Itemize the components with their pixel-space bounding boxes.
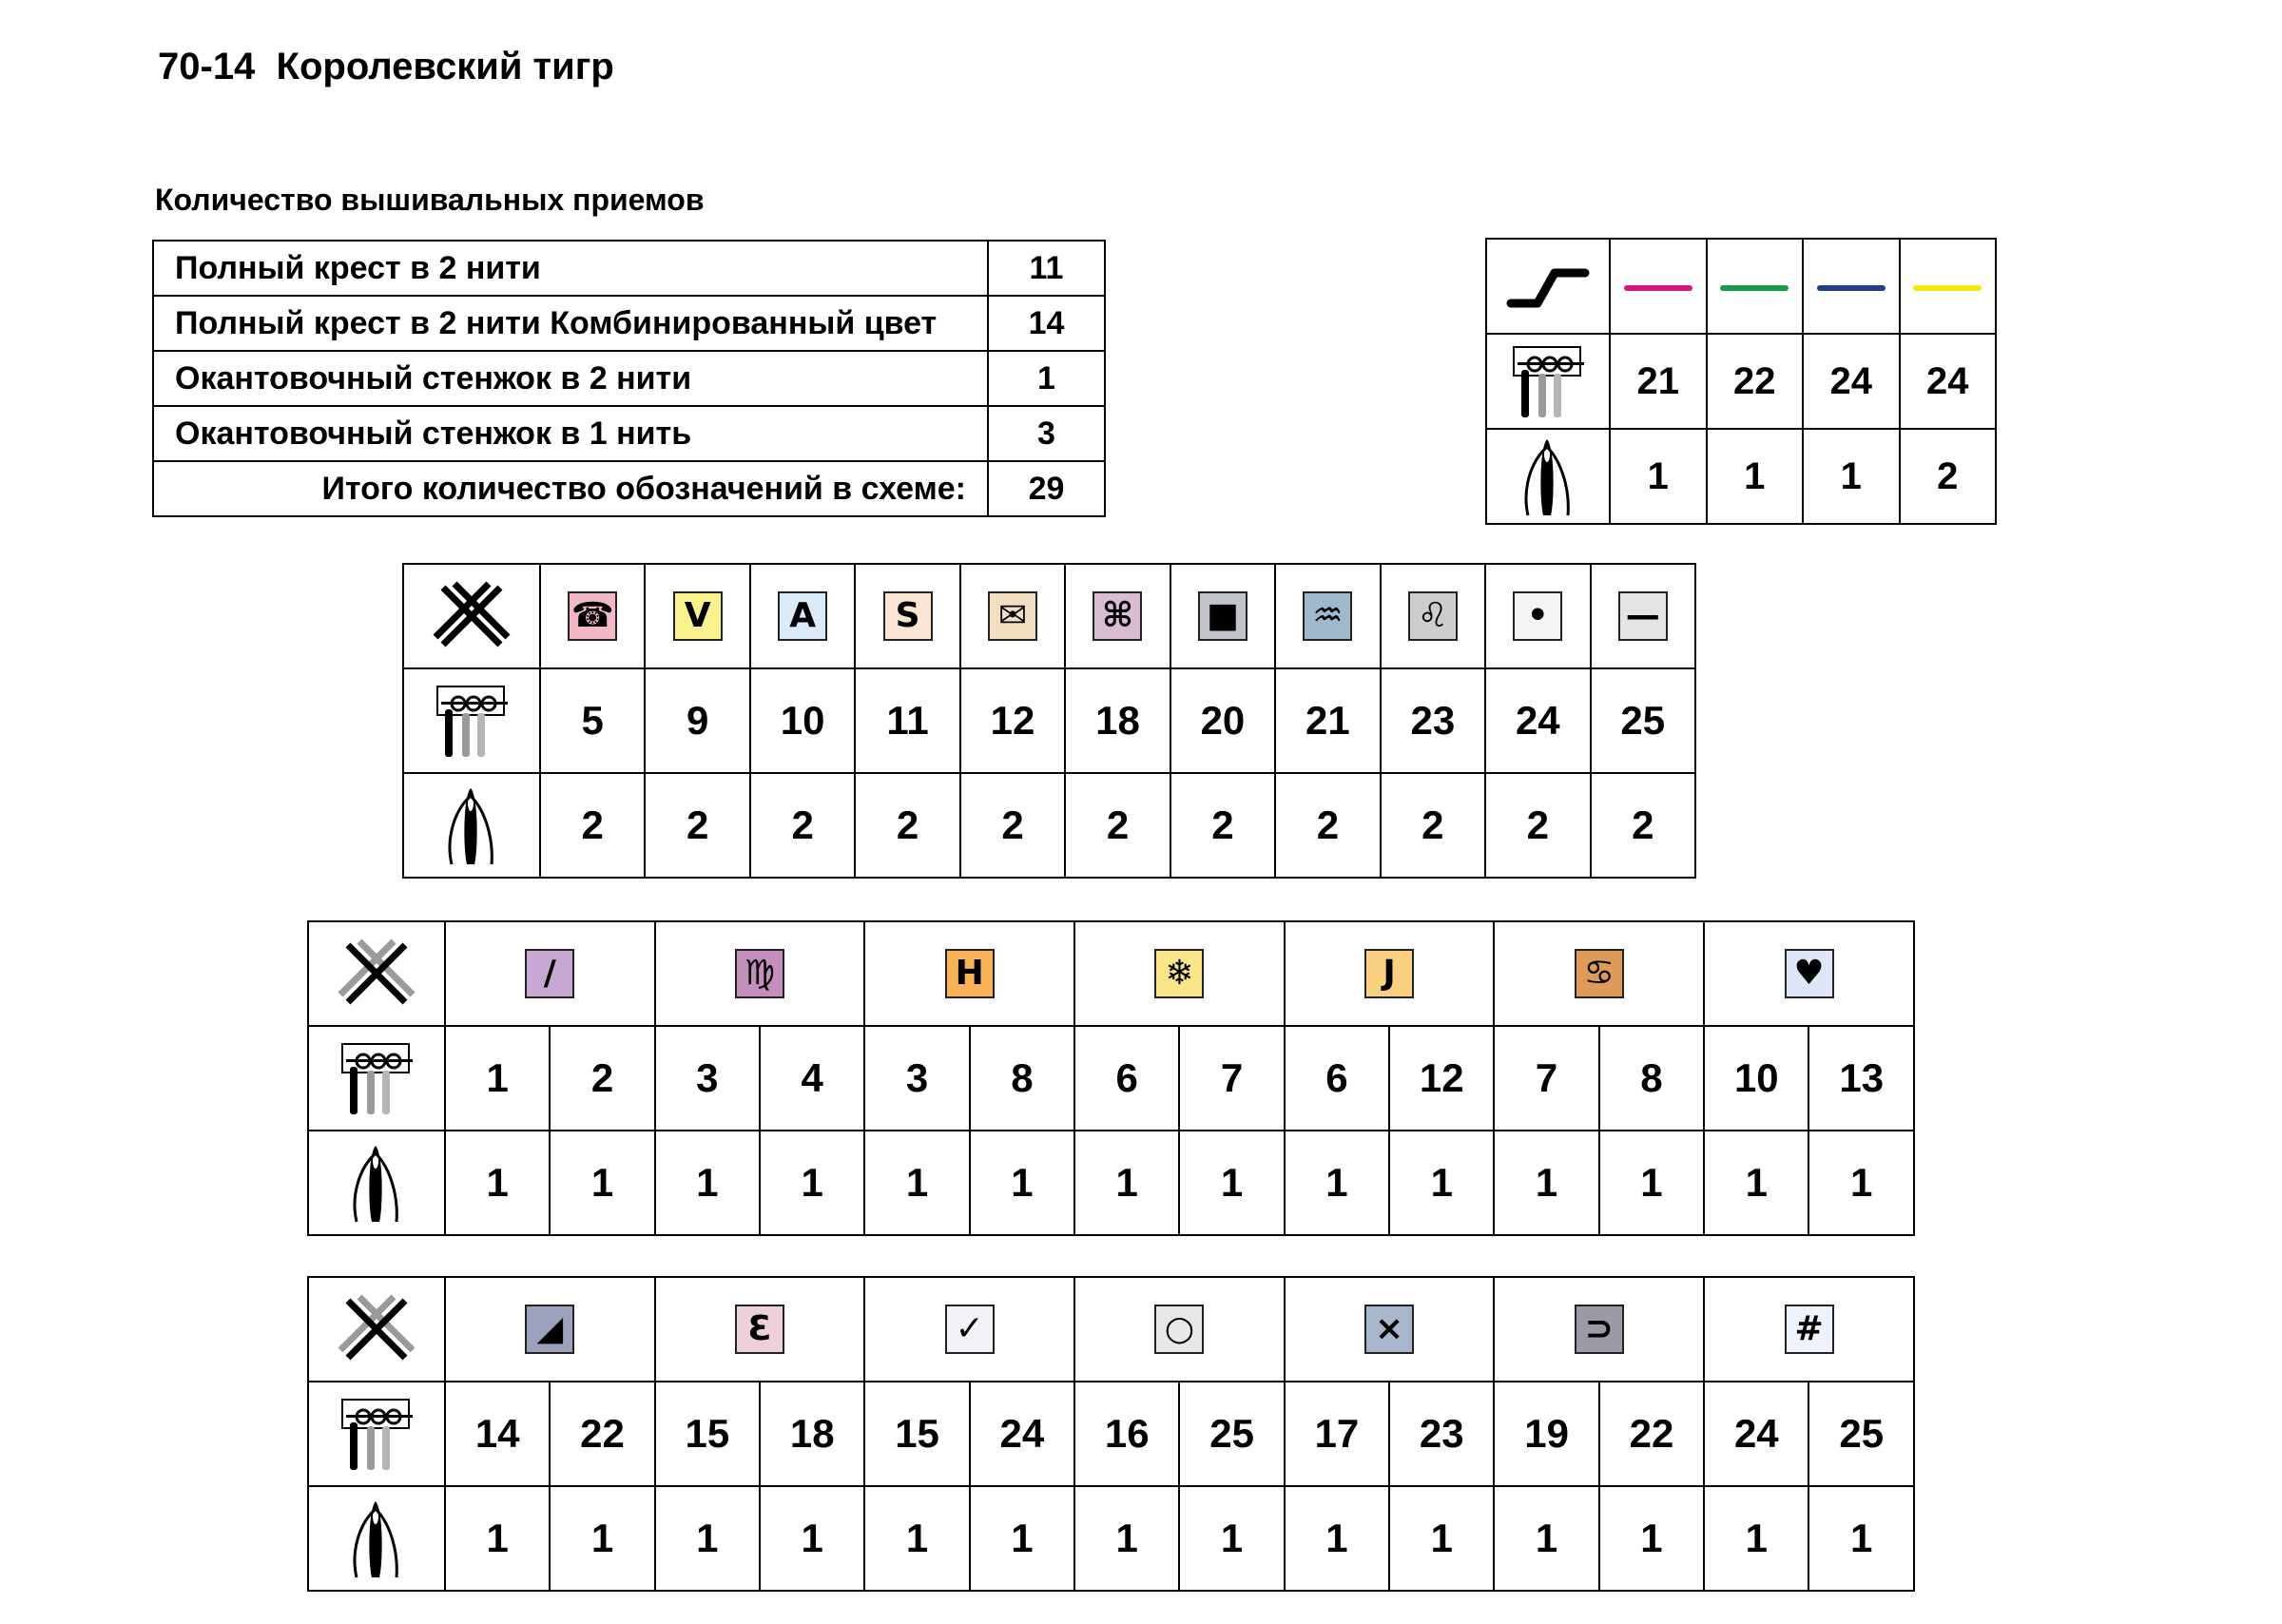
thread-number: 23 xyxy=(1381,668,1485,773)
symbol-cell xyxy=(960,564,1065,668)
stitch-symbol: J xyxy=(1364,949,1414,998)
needle-icon xyxy=(1515,434,1581,519)
symbol-cell xyxy=(1275,564,1380,668)
thread-number: 16 xyxy=(1074,1382,1179,1486)
summary-total-value: 29 xyxy=(988,461,1105,516)
combo-thread-row xyxy=(308,1382,1914,1486)
summary-row xyxy=(153,406,1105,461)
stitch-symbol: — xyxy=(1618,591,1668,641)
stitch-symbol: Ɛ xyxy=(735,1305,784,1354)
summary-value: 3 xyxy=(988,406,1105,461)
backstitch-icon xyxy=(1505,258,1591,315)
thread-number: 25 xyxy=(1808,1382,1914,1486)
stitch-symbol: ♥ xyxy=(1785,949,1834,998)
summary-total-row xyxy=(153,461,1105,516)
strand-count: 2 xyxy=(1170,773,1275,878)
strand-count: 1 xyxy=(970,1131,1074,1235)
thread-number: 18 xyxy=(1065,668,1170,773)
thread-number: 24 xyxy=(1900,334,1997,429)
stitch-symbol: ◢ xyxy=(525,1305,574,1354)
strand-count: 2 xyxy=(540,773,645,878)
backstitch-line-green xyxy=(1720,285,1789,291)
strand-count: 2 xyxy=(1065,773,1170,878)
summary-label: Полный крест в 2 нити xyxy=(153,241,988,296)
thread-number: 21 xyxy=(1610,334,1707,429)
strand-count: 1 xyxy=(970,1486,1074,1591)
stitch-symbol: ♒ xyxy=(1303,591,1352,641)
strand-count: 1 xyxy=(1599,1486,1704,1591)
combo-strands-row xyxy=(308,1486,1914,1591)
thread-number: 25 xyxy=(1179,1382,1284,1486)
thread-number: 5 xyxy=(540,668,645,773)
thread-number: 17 xyxy=(1285,1382,1389,1486)
thread-number: 24 xyxy=(970,1382,1074,1486)
strand-count: 2 xyxy=(1591,773,1695,878)
strand-count: 1 xyxy=(1808,1131,1914,1235)
strand-count: 1 xyxy=(655,1486,760,1591)
symbol-cell xyxy=(655,1277,865,1382)
thread-spools-icon xyxy=(432,681,512,761)
summary-label: Окантовочный стенжок в 2 нити xyxy=(153,351,988,406)
strand-count: 1 xyxy=(1074,1131,1179,1235)
thread-number: 15 xyxy=(655,1382,760,1486)
symbol-cell xyxy=(1381,564,1485,668)
backstitch-strands-row xyxy=(1486,429,1996,524)
summary-value: 11 xyxy=(988,241,1105,296)
thread-number: 6 xyxy=(1074,1026,1179,1131)
stitch-symbol: # xyxy=(1785,1305,1834,1354)
symbol-cell xyxy=(1494,921,1704,1026)
strand-count: 1 xyxy=(1285,1486,1389,1591)
strand-count: 1 xyxy=(445,1486,550,1591)
combo-strands-row xyxy=(308,1131,1914,1235)
stitch-symbol: ⌘ xyxy=(1093,591,1142,641)
backstitch-line-blue xyxy=(1817,285,1886,291)
summary-total-label: Итого количество обозначений в схеме: xyxy=(153,461,988,516)
page-title: 70-14 Королевский тигр xyxy=(158,46,614,87)
thread-number: 3 xyxy=(655,1026,760,1131)
summary-row xyxy=(153,241,1105,296)
stitch-symbol: ✉ xyxy=(988,591,1037,641)
symbol-cell xyxy=(855,564,959,668)
strand-count: 1 xyxy=(445,1131,550,1235)
backstitch-symbol-row xyxy=(1486,239,1996,334)
stitch-symbol: A xyxy=(778,591,827,641)
symbol-cell xyxy=(1285,1277,1495,1382)
symbol-cell xyxy=(445,1277,655,1382)
symbol-cell xyxy=(1494,1277,1704,1382)
strand-count: 1 xyxy=(760,1486,864,1591)
symbol-cell xyxy=(645,564,749,668)
strand-count: 1 xyxy=(1074,1486,1179,1591)
strand-count: 1 xyxy=(550,1486,654,1591)
backstitch-thread-row xyxy=(1486,334,1996,429)
stitch-symbol: ♌ xyxy=(1408,591,1458,641)
thread-number: 10 xyxy=(1704,1026,1808,1131)
strand-count: 1 xyxy=(1704,1131,1808,1235)
symbol-cell xyxy=(1485,564,1590,668)
thread-number: 12 xyxy=(960,668,1065,773)
strand-count: 1 xyxy=(655,1131,760,1235)
symbol-cell xyxy=(1170,564,1275,668)
thread-spools-icon xyxy=(337,1038,416,1118)
combo-cross-stitch-icon xyxy=(337,934,416,1014)
backstitch-line-yellow xyxy=(1913,285,1982,291)
strand-count: 2 xyxy=(1381,773,1485,878)
stitch-symbol: / xyxy=(525,949,574,998)
thread-number: 10 xyxy=(750,668,855,773)
needle-icon xyxy=(343,1496,410,1581)
stitch-symbol: • xyxy=(1513,591,1562,641)
strand-count: 1 xyxy=(1599,1131,1704,1235)
symbol-cell xyxy=(864,1277,1074,1382)
symbol-cell xyxy=(540,564,645,668)
thread-number: 22 xyxy=(550,1382,654,1486)
summary-value: 14 xyxy=(988,296,1105,351)
strand-count: 2 xyxy=(645,773,749,878)
stitch-symbol: S xyxy=(883,591,933,641)
thread-number: 7 xyxy=(1179,1026,1284,1131)
needle-icon xyxy=(438,783,505,868)
summary-value: 1 xyxy=(988,351,1105,406)
needle-icon xyxy=(343,1140,410,1226)
stitch-symbol: ♋ xyxy=(1575,949,1624,998)
thread-spools-icon xyxy=(337,1394,416,1474)
strand-count: 2 xyxy=(960,773,1065,878)
symbol-cell xyxy=(1591,564,1695,668)
summary-row xyxy=(153,351,1105,406)
symbol-cell xyxy=(655,921,865,1026)
symbol-cell xyxy=(1065,564,1170,668)
stitch-symbol: ⊃ xyxy=(1575,1305,1624,1354)
thread-number: 25 xyxy=(1591,668,1695,773)
backstitch-line-magenta xyxy=(1624,285,1692,291)
strand-count: 1 xyxy=(1610,429,1707,524)
thread-number: 24 xyxy=(1485,668,1590,773)
cross-strands-row xyxy=(403,773,1695,878)
backstitch-table xyxy=(1485,238,1997,525)
strand-count: 1 xyxy=(1494,1131,1598,1235)
thread-number: 12 xyxy=(1389,1026,1494,1131)
strand-count: 1 xyxy=(864,1486,969,1591)
strand-count: 1 xyxy=(550,1131,654,1235)
thread-number: 21 xyxy=(1275,668,1380,773)
strand-count: 2 xyxy=(1900,429,1997,524)
thread-number: 4 xyxy=(760,1026,864,1131)
strand-count: 2 xyxy=(750,773,855,878)
cross-symbol-row xyxy=(403,564,1695,668)
stitch-symbol: ♍ xyxy=(735,949,784,998)
thread-number: 24 xyxy=(1803,334,1900,429)
strand-count: 1 xyxy=(1179,1131,1284,1235)
thread-number: 2 xyxy=(550,1026,654,1131)
thread-number: 22 xyxy=(1707,334,1804,429)
combo-stitch-table-1 xyxy=(307,920,1915,1236)
summary-label: Окантовочный стенжок в 1 нить xyxy=(153,406,988,461)
summary-table xyxy=(152,240,1106,517)
symbol-cell xyxy=(1285,921,1495,1026)
thread-number: 19 xyxy=(1494,1382,1598,1486)
combo-symbol-row xyxy=(308,1277,1914,1382)
stitch-symbol: ■ xyxy=(1198,591,1247,641)
stitch-symbol: ☎ xyxy=(568,591,617,641)
combo-symbol-row xyxy=(308,921,1914,1026)
symbol-cell xyxy=(864,921,1074,1026)
thread-number: 3 xyxy=(864,1026,969,1131)
strand-count: 1 xyxy=(1803,429,1900,524)
symbol-cell xyxy=(1074,921,1285,1026)
stitch-symbol: H xyxy=(945,949,995,998)
thread-number: 14 xyxy=(445,1382,550,1486)
combo-cross-stitch-icon xyxy=(337,1289,416,1369)
thread-number: 8 xyxy=(1599,1026,1704,1131)
strand-count: 1 xyxy=(1707,429,1804,524)
strand-count: 1 xyxy=(1494,1486,1598,1591)
thread-number: 7 xyxy=(1494,1026,1598,1131)
thread-number: 9 xyxy=(645,668,749,773)
thread-number: 18 xyxy=(760,1382,864,1486)
cross-thread-row xyxy=(403,668,1695,773)
strand-count: 1 xyxy=(1179,1486,1284,1591)
thread-number: 13 xyxy=(1808,1026,1914,1131)
symbol-cell xyxy=(1704,1277,1914,1382)
summary-row xyxy=(153,296,1105,351)
combo-thread-row xyxy=(308,1026,1914,1131)
strand-count: 2 xyxy=(855,773,959,878)
strand-count: 1 xyxy=(1285,1131,1389,1235)
thread-spools-icon xyxy=(1508,341,1588,421)
thread-number: 22 xyxy=(1599,1382,1704,1486)
cross-stitch-icon xyxy=(432,576,512,656)
strand-count: 1 xyxy=(1389,1486,1494,1591)
strand-count: 2 xyxy=(1275,773,1380,878)
strand-count: 1 xyxy=(1389,1131,1494,1235)
thread-number: 6 xyxy=(1285,1026,1389,1131)
thread-number: 1 xyxy=(445,1026,550,1131)
symbol-cell xyxy=(750,564,855,668)
stitch-symbol: × xyxy=(1364,1305,1414,1354)
thread-number: 24 xyxy=(1704,1382,1808,1486)
cross-stitch-table xyxy=(402,563,1696,879)
thread-number: 23 xyxy=(1389,1382,1494,1486)
strand-count: 1 xyxy=(1808,1486,1914,1591)
stitch-symbol: ✓ xyxy=(945,1305,995,1354)
stitch-symbol: V xyxy=(673,591,723,641)
strand-count: 1 xyxy=(760,1131,864,1235)
section-subtitle: Количество вышивальных приемов xyxy=(155,183,705,217)
thread-number: 11 xyxy=(855,668,959,773)
symbol-cell xyxy=(445,921,655,1026)
thread-number: 20 xyxy=(1170,668,1275,773)
thread-number: 8 xyxy=(970,1026,1074,1131)
thread-number: 15 xyxy=(864,1382,969,1486)
strand-count: 1 xyxy=(864,1131,969,1235)
combo-stitch-table-2 xyxy=(307,1276,1915,1592)
strand-count: 1 xyxy=(1704,1486,1808,1591)
strand-count: 2 xyxy=(1485,773,1590,878)
symbol-cell xyxy=(1074,1277,1285,1382)
stitch-symbol: ○ xyxy=(1154,1305,1204,1354)
stitch-symbol: ❄ xyxy=(1154,949,1204,998)
symbol-cell xyxy=(1704,921,1914,1026)
summary-label: Полный крест в 2 нити Комбинированный цвет xyxy=(153,296,988,351)
